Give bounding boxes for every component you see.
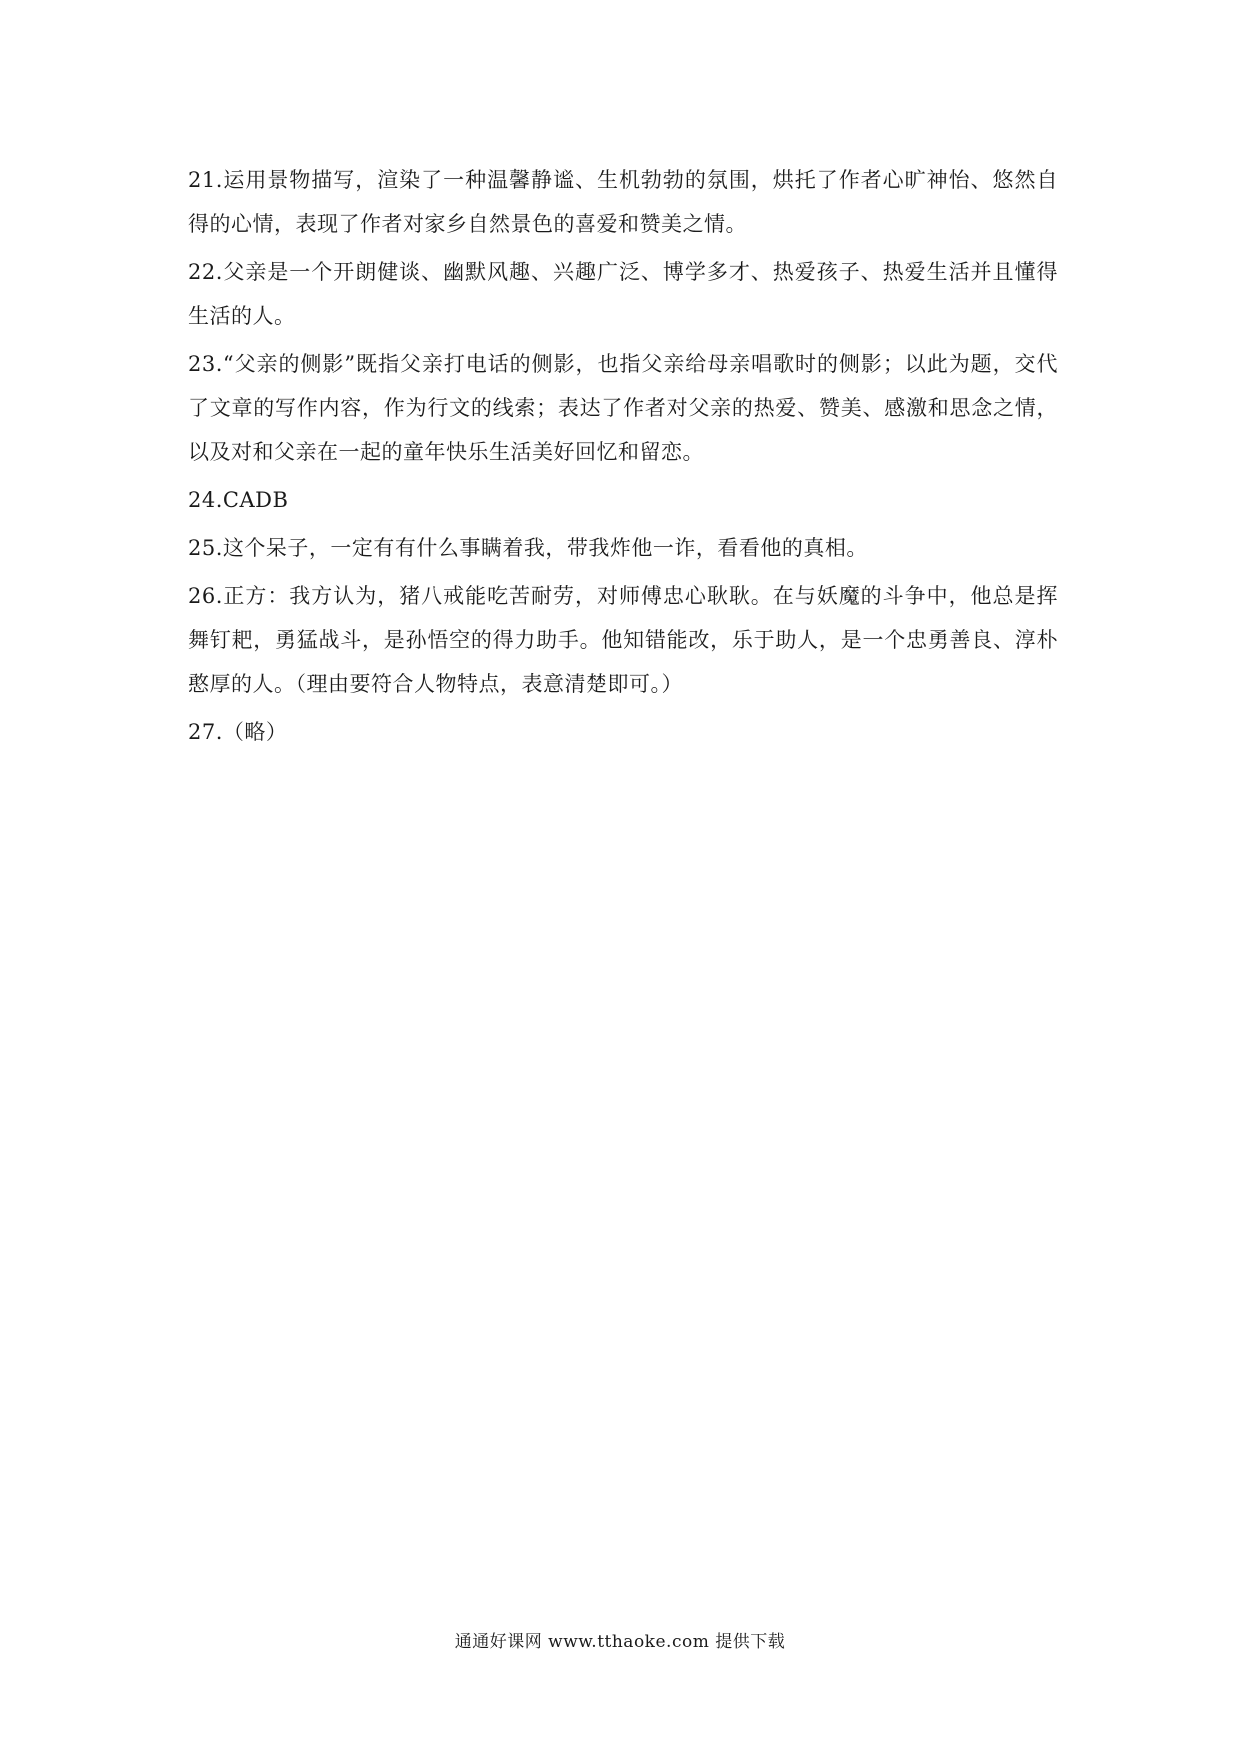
answer-27: 27.（略） [188, 720, 288, 744]
answer-26: 26.正方：我方认为，猪八戒能吃苦耐劳，对师傅忠心耿耿。在与妖魔的斗争中，他总是挥舞钉耙，勇猛战斗，是孙悟空的得力助手。他知错能改，乐于助人，是一个忠勇善良、淳朴憨厚的人。（理由要符合人物特点，表意清楚即可。） [188, 584, 1058, 696]
page-footer: 通通好课网 www.tthaoke.com 提供下载 [454, 1632, 786, 1652]
answer-25: 25.这个呆子，一定有有什么事瞒着我，带我炸他一诈，看看他的真相。 [188, 536, 868, 560]
answer-23: 23.“父亲的侧影”既指父亲打电话的侧影，也指父亲给母亲唱歌时的侧影；以此为题，交代了文章的写作内容，作为行文的线索；表达了作者对父亲的热爱、赞美、感激和思念之情，以及对和父亲在一起的童年快乐生活美好回忆和留恋。 [188, 352, 1058, 464]
answer-24: 24.CADB [188, 488, 289, 512]
answer-21: 21.运用景物描写，渲染了一种温馨静谧、生机勃勃的氛围，烘托了作者心旷神怡、悠然自得的心情，表现了作者对家乡自然景色的喜爱和赞美之情。 [188, 168, 1058, 236]
answer-22: 22.父亲是一个开朗健谈、幽默风趣、兴趣广泛、博学多才、热爱孩子、热爱生活并且懂得生活的人。 [188, 260, 1058, 328]
answer-list [188, 158, 1058, 758]
